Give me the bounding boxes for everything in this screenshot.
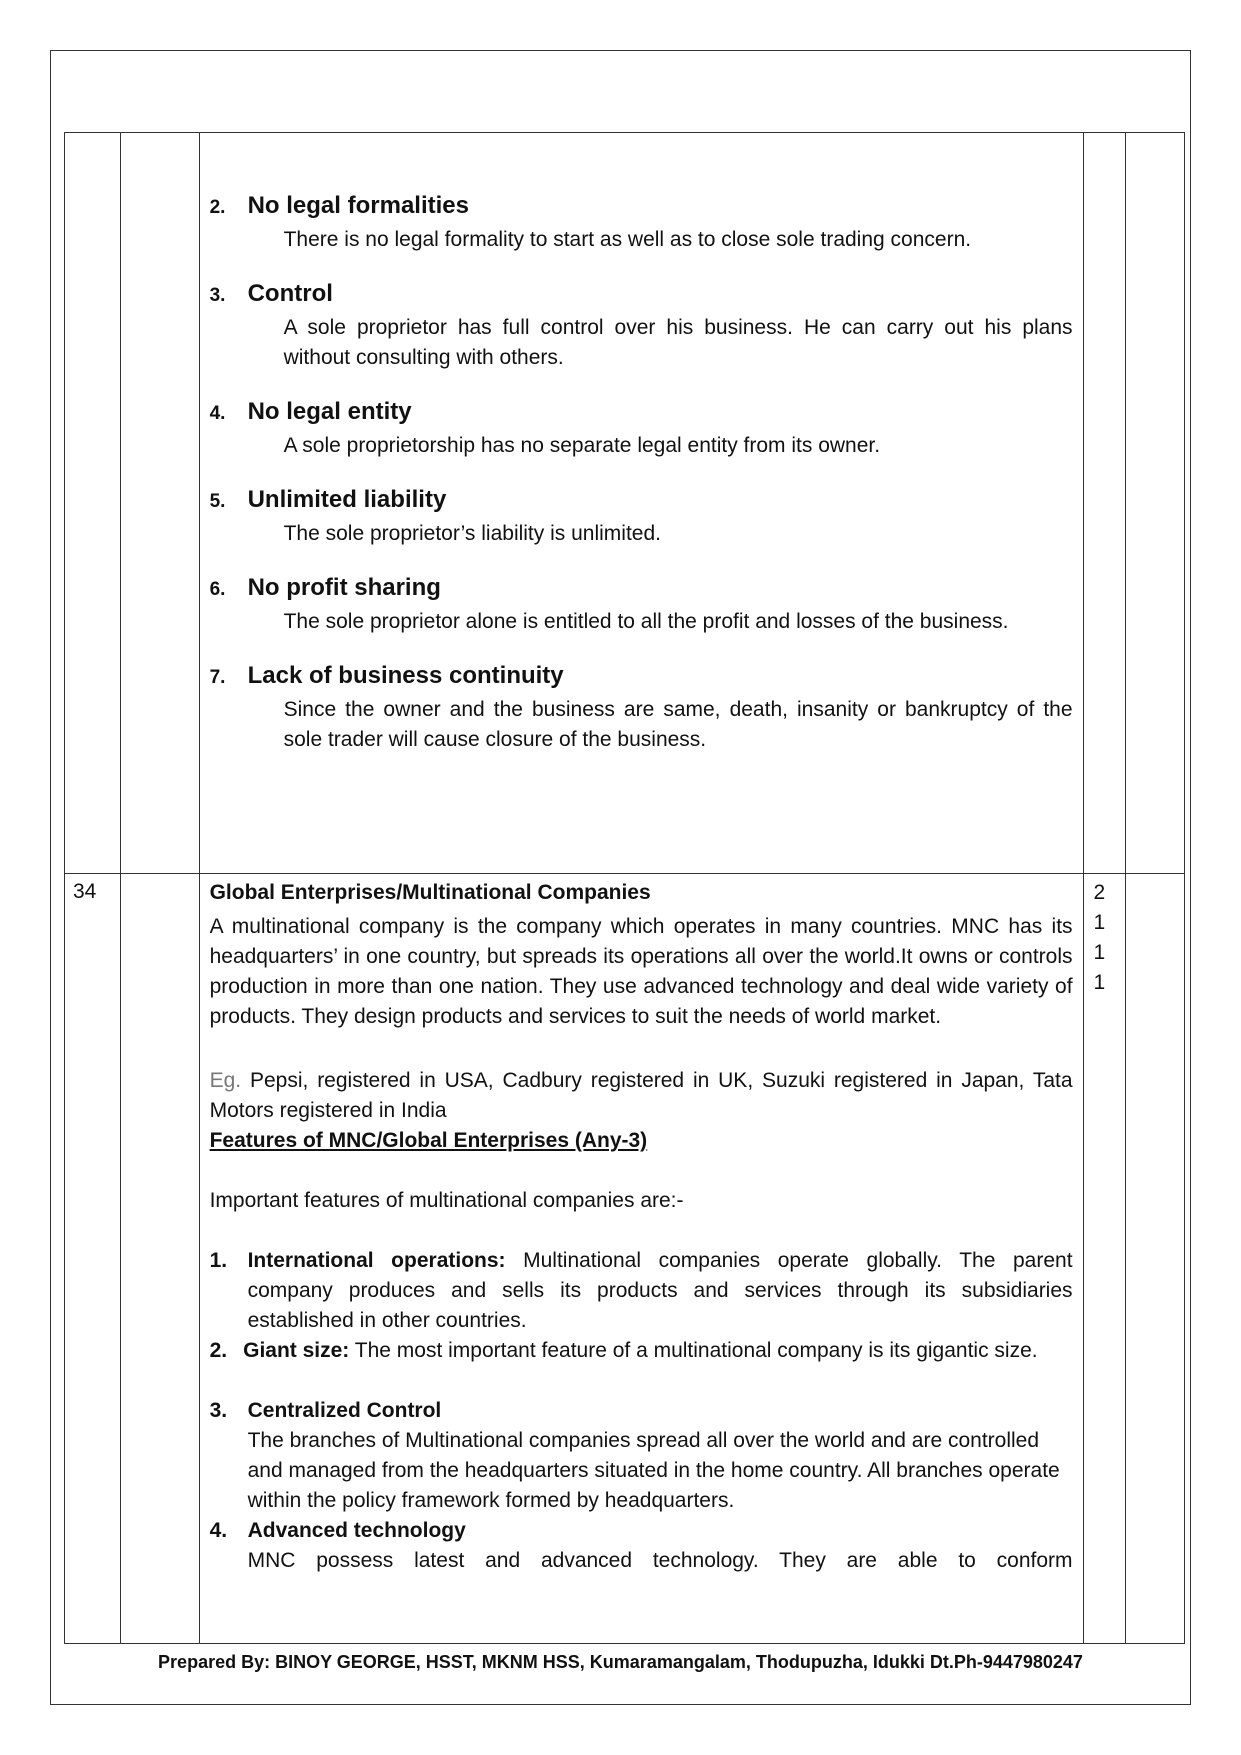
feature-title: No legal formalities	[247, 192, 469, 219]
feature-description: The sole proprietor’s liability is unlimited.	[283, 522, 661, 545]
features-intro: Important features of multinational companies are:-	[209, 1189, 684, 1212]
feature-heading: 5. Unlimited liability	[209, 486, 447, 513]
mark-value: 1	[1093, 941, 1106, 964]
feature-description: The sole proprietor alone is entitled to all the profit and losses of the business.	[283, 610, 1009, 633]
list-item: 3. Centralized Control	[209, 1399, 442, 1422]
feature-description: A sole proprietorship has no separate legal entity from its owner.	[283, 434, 881, 457]
feature-title: Lack of business continuity	[247, 662, 564, 689]
mark-value: 1	[1093, 971, 1106, 994]
question-number: 34	[73, 880, 97, 903]
page-footer: Prepared By: BINOY GEORGE, HSST, MKNM HSS, Kumaramangalam, Thodupuzha, Idukki Dt.Ph-9447980247	[158, 1652, 1083, 1672]
list-item-title: International operations:	[247, 1249, 506, 1272]
list-item-title: Centralized Control	[247, 1399, 442, 1422]
sub-question-cell	[121, 874, 199, 1644]
feature-description: Since the owner and the business are same, death, insanity or bankruptcy of the sole trader will cause closure of the business.	[283, 698, 1073, 751]
section-title: Global Enterprises/Multinational Companies	[209, 881, 651, 904]
feature-title: No profit sharing	[247, 574, 441, 601]
feature-title: Unlimited liability	[247, 486, 447, 513]
feature-description: A sole proprietor has full control over his business. He can carry out his plans without consulting with others.	[283, 316, 1073, 369]
table-row	[65, 133, 1185, 874]
mnc-definition: A multinational company is the company which operates in many countries. MNC has its headquarters’ in one country, but spreads its operations all over the world.It owns or controls production in more than one nation. They use advanced technology and deal wide variety of products. They design products and services to suit the needs of world market.	[209, 915, 1073, 1028]
mnc-examples	[210, 1066, 1073, 1126]
list-item: 2. Giant size: The most important feature of a multinational company is its gigantic size.	[209, 1339, 1038, 1362]
list-item-text: The branches of Multinational companies spread all over the world and are controlled and managed from the headquarters situated in the home country. All branches operate within the policy framework formed by headquarters.	[247, 1429, 1060, 1512]
feature-heading: 4. No legal entity	[209, 398, 412, 425]
feature-title: Control	[247, 280, 333, 307]
content-cell	[199, 874, 1083, 1644]
content-cell	[199, 133, 1083, 874]
list-item: 4. Advanced technology	[209, 1519, 466, 1542]
list-item-text: MNC possess latest and advanced technology. They are able to conform	[247, 1549, 1073, 1572]
example-label: Eg.	[209, 1069, 242, 1092]
list-item-title: Giant size:	[243, 1339, 350, 1362]
list-item-title: Advanced technology	[247, 1519, 466, 1542]
marks-cell	[1083, 133, 1125, 874]
list-item-text: The most important feature of a multinational company is its gigantic size.	[349, 1339, 1038, 1362]
table-row	[65, 874, 1185, 1644]
feature-description: There is no legal formality to start as well as to close sole trading concern.	[283, 228, 972, 251]
question-number-cell	[65, 133, 121, 874]
sub-question-cell	[121, 133, 199, 874]
list-item-text: Multinational companies operate globally. The parent company produces and sells its products and services through its subsidiaries established in other countries.	[247, 1249, 1073, 1332]
features-heading: Features of MNC/Global Enterprises (Any-3)	[209, 1129, 648, 1152]
question-number-cell	[65, 874, 121, 1644]
marks-cell	[1083, 874, 1125, 1644]
mark-value: 2	[1093, 881, 1106, 904]
feature-heading: 2. No legal formalities	[209, 192, 469, 219]
feature-title: No legal entity	[247, 398, 412, 425]
list-item: 1. International operations: Multinational companies operate globally. The parent company produces and sells its products and services through its subsidiaries established in other countries.	[209, 1249, 1073, 1332]
remarks-cell	[1125, 874, 1184, 1644]
feature-heading: 6. No profit sharing	[209, 574, 441, 601]
remarks-cell	[1125, 133, 1184, 874]
feature-heading: 3. Control	[209, 280, 333, 307]
mark-value: 1	[1093, 911, 1106, 934]
answer-table	[64, 132, 1185, 1644]
example-text: Pepsi, registered in USA, Cadbury registered in UK, Suzuki registered in Japan, Tata Motors registered in India	[209, 1069, 1073, 1122]
feature-heading: 7. Lack of business continuity	[209, 662, 564, 689]
